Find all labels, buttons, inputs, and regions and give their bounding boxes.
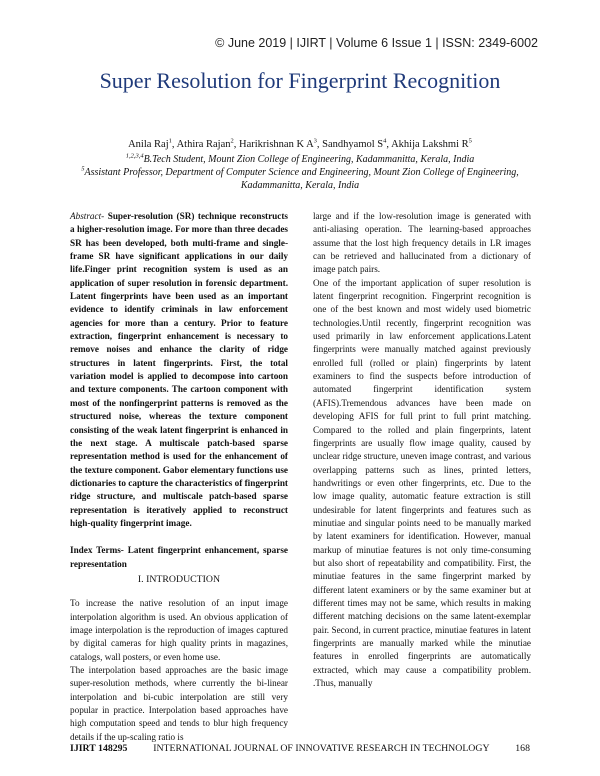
right-column (313, 210, 531, 690)
affiliation-text: B.Tech Student, Mount Zion College of Engineering, Kadammanitta, Kerala, India (143, 154, 475, 165)
author-affiliation-mark: 3 (313, 137, 317, 145)
page-footer (70, 743, 530, 754)
author-affiliation-mark: 1 (168, 137, 172, 145)
page-number: 168 (515, 743, 530, 754)
affiliation-mark: 1,2,3,4 (125, 152, 144, 160)
section-heading-introduction: I. INTRODUCTION (137, 573, 221, 585)
affiliation-students (60, 153, 540, 166)
author-name: Akhija Lakshmi R (391, 139, 469, 150)
affiliation-mark: 5 (81, 165, 85, 173)
author-name: Harikrishnan K A (239, 139, 314, 150)
abstract-label: Abstract- (70, 211, 105, 221)
author-name: Anila Raj (128, 139, 169, 150)
body-paragraph: One of the important application of super resolution is latent fingerprint recognition. Fingerprint recognition is one of the best known and most widely used biometric technologies.Until recently, fingerprint recognition was used primarily in law enforcement applications.Latent fingerprints were manually matched against previously enrolled full (rolled or plain) fingerprints by latent examiners to find the suspects before introduction of automated fingerprint identification system (AFIS).Tremendous advances have been made on developing AFIS for full print to full print matching. Compared to the rolled and plain fingerprints, latent fingerprints are usually flow image quality, caused by unclear ridge structure, uneven image contrast, and various overlapping patterns such as lines, printed letters, handwritings or even other fingerprints, etc. Due to the low image quality, automatic feature extraction is still undesirable for latent fingerprints and features such as minutiae and singular points need to be manually marked by latent examiners for identification. However, manual markup of minutiae features is not only time-consuming but also short of repeatability and compatibility. First, the minutiae features in the same fingerprint marked by different latent examiners or by the same examiner but at different times may not be same, which results in making different matching decisions on the same latent-exemplar pair. Second, in current practice, minutiae features in latent fingerprints are manually marked while the minutiae features in enrolled fingerprints are automatically extracted, which may cause a compatibility problem. .Thus, manually (313, 277, 531, 689)
index-terms: Index Terms- Latent fingerprint enhancement, sparse representation (70, 545, 288, 569)
intro-paragraph: To increase the native resolution of an input image interpolation algorithm is used. An obvious application of image interpolation is the reproduction of images captured by digital cameras for high quality prints in magazines, catalogs, wall posters, or even home use. (70, 598, 288, 662)
abstract-text: Super-resolution (SR) technique reconstructs a higher-resolution image. For more than three decades SR has been developed, both multi-frame and single-frame SR have significant applications in our daily life.Finger print recognition system is used as an application of super resolution in forensic department. Latent fingerprints have been used as an important evidence to identify criminals in law enforcement agencies for more than a century. Prior to feature extraction, fingerprint enhancement is necessary to remove noises and enhance the clarity of ridge structures in latent fingerprints. First, the total variation model is applied to decompose into cartoon and texture components. The cartoon component with most of the nonfingerprint patterns is removed as the structured noise, whereas the texture component consisting of the weak latent fingerprint is enhanced in the next stage. A multiscale patch-based sparse representation method is used for the enhancement of the texture component. Gabor elementary functions use dictionaries to capture the characteristics of fingerprint ridge structure, and multiscale patch-based sparse representation is iteratively applied to reconstruct high-quality fingerprint image. (70, 211, 288, 528)
left-column (70, 210, 288, 744)
body-paragraph: large and if the low-resolution image is generated with anti-aliasing operation. The learning-based approaches assume that the lost high frequency details in LR images can be retrieved and hallucinated from a dictionary of image patch pairs. (313, 211, 531, 275)
affiliation-professor (60, 166, 540, 192)
author-affiliation-mark: 2 (230, 137, 234, 145)
author-name: Sandhyamol S (322, 139, 384, 150)
affiliation-text: Assistant Professor, Department of Computer Science and Engineering, Mount Zion College of Engineering, Kadammanitta, Kerala, India (84, 167, 519, 191)
footer-journal-name: INTERNATIONAL JOURNAL OF INNOVATIVE RESEARCH IN TECHNOLOGY (153, 743, 490, 754)
author-affiliation-mark: 4 (383, 137, 387, 145)
author-name: Athira Rajan (176, 139, 231, 150)
abstract (70, 210, 288, 530)
author-affiliation-mark: 5 (468, 137, 472, 145)
journal-citation-header: © June 2019 | IJIRT | Volume 6 Issue 1 | ISSN: 2349-6002 (215, 36, 538, 50)
footer-paper-id: IJIRT 148295 (70, 743, 128, 754)
intro-paragraph: The interpolation based approaches are the basic image super-resolution methods, where currently the bi-linear interpolation and bi-cubic interpolation are still very popular in practice. Interpolation based approaches have high computation speed and tends to blur high frequency details if the up-scaling ratio is (70, 665, 288, 742)
paper-title: Super Resolution for Fingerprint Recognition (99, 68, 501, 93)
author-list: Anila Raj$^1$, Athira Rajan$^2$, Harikrishnan K $A^3$, Sandhyamol $S^4$, Akhija Lakshmi $R^5$ (128, 137, 472, 150)
